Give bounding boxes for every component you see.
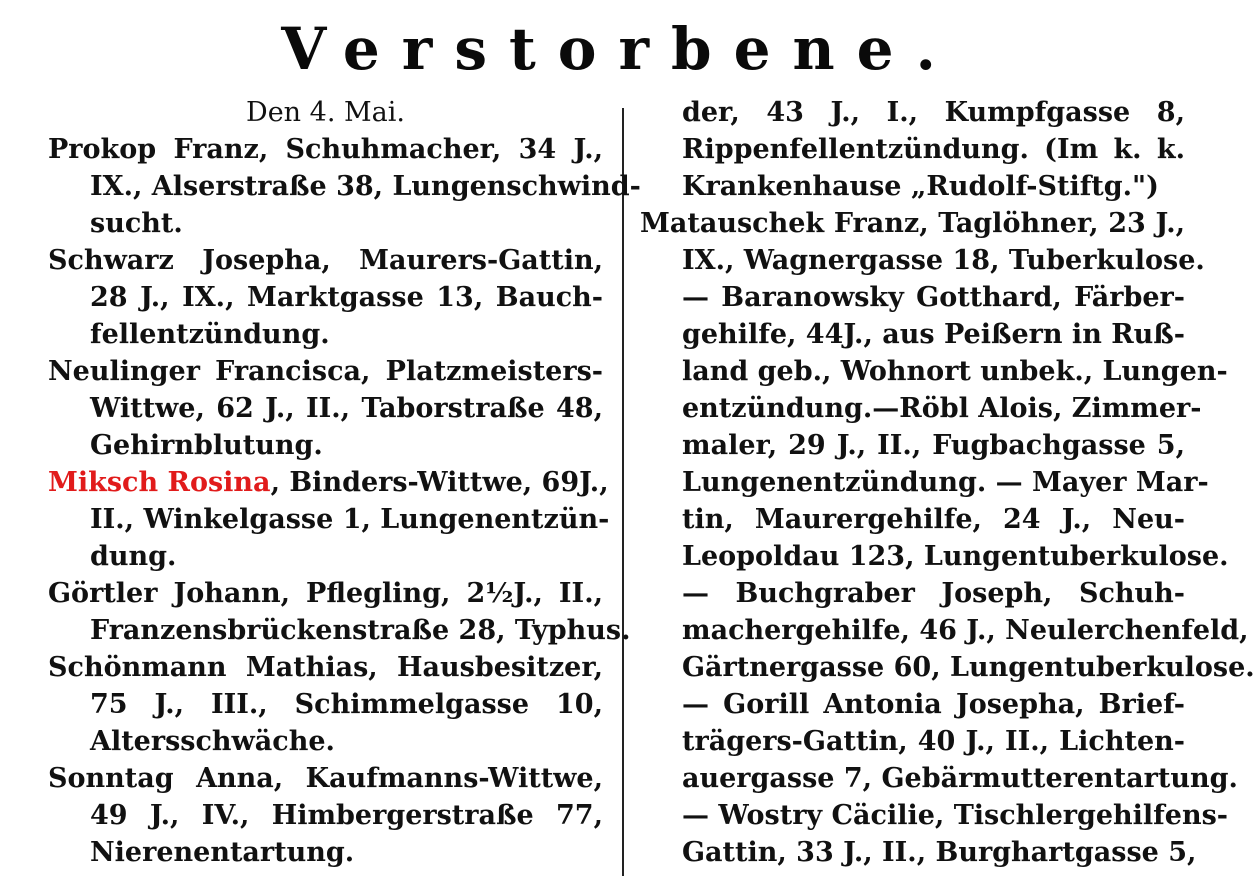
entry-line: Wittwe, 62 J., II., Taborstraße 48, — [90, 393, 603, 424]
entry-line: IX., Alserstraße 38, Lungenschwind- — [90, 171, 641, 202]
entry-line: — Buchgraber Joseph, Schuh- — [682, 578, 1185, 609]
entry-line: 49 J., IV., Himbergerstraße 77, — [90, 800, 603, 831]
entry-line: II., Winkelgasse 1, Lungenentzün- — [90, 504, 610, 535]
obituary-entry — [48, 131, 641, 242]
entry-line: gehilfe, 44J., aus Peißern in Ruß- — [682, 319, 1186, 350]
obituary-entry-highlighted — [48, 464, 610, 575]
entry-line: land geb., Wohnort unbek., Lungen- — [682, 356, 1228, 387]
entry-line: Gärtnergasse 60, Lungentuberkulose. — [682, 652, 1255, 683]
entry-line: Görtler Johann, Pflegling, 2½J., II., — [48, 578, 603, 609]
entry-line: Franzensbrückenstraße 28, Typhus. — [90, 615, 631, 646]
entry-line: maler, 29 J., II., Fugbachgasse 5, — [682, 430, 1185, 461]
entry-line: entzündung.—Röbl Alois, Zimmer- — [682, 393, 1202, 424]
entry-line: fellentzündung. — [90, 319, 330, 350]
column-divider — [622, 108, 624, 876]
obituary-entry — [48, 242, 603, 353]
entry-line: dung. — [90, 541, 177, 572]
obituary-entry — [48, 353, 603, 464]
entry-line: Gattin, 33 J., II., Burghartgasse 5, — [682, 837, 1197, 868]
highlighted-name: Miksch Rosina — [48, 467, 271, 498]
obituary-entry — [48, 760, 603, 871]
entry-line: sucht. — [90, 208, 183, 239]
entry-line: Altersschwäche. — [90, 726, 335, 757]
entry-line: Lungenentzündung. — Mayer Mar- — [682, 467, 1209, 498]
entry-line — [48, 464, 609, 501]
date-heading: Den 4. Mai. — [246, 97, 405, 128]
right-column — [640, 94, 1255, 871]
page-title: Verstorbene. — [281, 15, 958, 83]
entry-line: Schwarz Josepha, Maurers-Gattin, — [48, 245, 603, 276]
entry-line: Krankenhause „Rudolf-Stiftg.") — [682, 171, 1159, 202]
entry-line: 75 J., III., Schimmelgasse 10, — [90, 689, 603, 720]
entry-line: Neulinger Francisca, Platzmeisters- — [48, 356, 603, 387]
entry-line: Sonntag Anna, Kaufmanns-Wittwe, — [48, 763, 603, 794]
obituary-entry — [48, 649, 603, 760]
entry-line: Leopoldau 123, Lungentuberkulose. — [682, 541, 1229, 572]
entry-line: Schönmann Mathias, Hausbesitzer, — [48, 652, 603, 683]
entry-line: Gehirnblutung. — [90, 430, 323, 461]
entry-line: Matauschek Franz, Taglöhner, 23 J., — [640, 208, 1185, 239]
entry-line-rest: , Binders-Wittwe, 69J., — [270, 467, 609, 498]
entry-line: — Baranowsky Gotthard, Färber- — [682, 282, 1185, 313]
entry-line: — Wostry Cäcilie, Tischlergehilfens- — [682, 800, 1228, 831]
entry-line: der, 43 J., I., Kumpfgasse 8, — [682, 97, 1185, 128]
entry-line: — Gorill Antonia Josepha, Brief- — [682, 689, 1185, 720]
entry-line: 28 J., IX., Marktgasse 13, Bauch- — [90, 282, 603, 313]
obituary-entry — [48, 575, 631, 649]
entry-line: Rippenfellentzündung. (Im k. k. — [682, 134, 1185, 165]
entry-line: IX., Wagnergasse 18, Tuberkulose. — [682, 245, 1205, 276]
entry-line: Nierenentartung. — [90, 837, 355, 868]
entry-line: auergasse 7, Gebärmutterentartung. — [682, 763, 1238, 794]
entry-line: tin, Maurergehilfe, 24 J., Neu- — [682, 504, 1185, 535]
entry-line: Prokop Franz, Schuhmacher, 34 J., — [48, 134, 603, 165]
entry-line: machergehilfe, 46 J., Neulerchenfeld, — [682, 615, 1249, 646]
entry-line: trägers-Gattin, 40 J., II., Lichten- — [682, 726, 1185, 757]
left-column — [48, 94, 641, 871]
